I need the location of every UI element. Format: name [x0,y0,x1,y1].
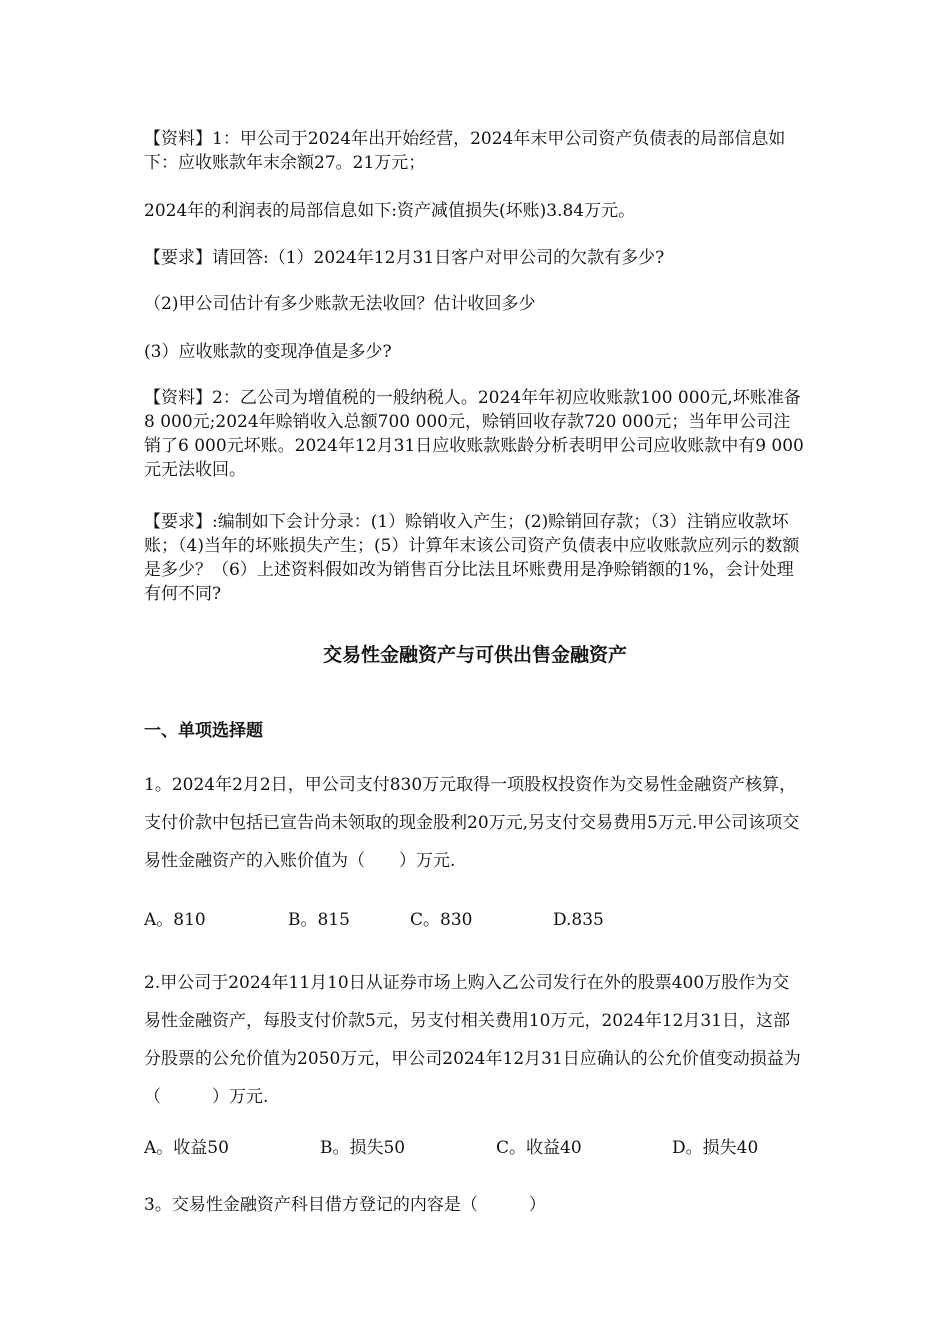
section-heading: 一、单项选择题 [144,721,263,741]
question-1-option-c: C。830 [410,910,473,930]
question-2-option-b: B。损失50 [320,1138,406,1158]
requirement1-q3: (3）应收账款的变现净值是多少? [144,342,392,362]
question-1-option-b: B。815 [288,910,350,930]
requirement1-q1: 【要求】请回答:（1）2024年12月31日客户对甲公司的欠款有多少? [144,248,665,268]
section-title: 交易性金融资产与可供出售金融资产 [322,644,627,666]
question-1-option-a: A。810 [144,910,206,930]
material2-paragraph: 【资料】2：乙公司为增值税的一般纳税人。2024年年初应收账款100 000元,坏账准备8 000元;2024年赊销收入总额700 000元，赊销回收存款720 000元；当年甲公司注销了6 000元坏账。2024年12月31日应收账款账龄分析表明甲公司应收账款中有9 000元无法收回。 [144,388,804,480]
question-1-stem: 1。2024年2月2日，甲公司支付830万元取得一项股权投资作为交易性金融资产核算，支付价款中包括已宣告尚未领取的现金股利20万元,另支付交易费用5万元.甲公司该项交易性金融资产的入账价值为（ ）万元. [144,775,800,871]
question-2-option-c: C。收益40 [496,1138,582,1158]
question-1-option-d: D.835 [553,910,604,930]
requirement2-paragraph: 【要求】:编制如下会计分录：(1）赊销收入产生；(2)赊销回存款；（3）注销应收款坏账；（4)当年的坏账损失产生；(5）计算年末该公司资产负债表中应收账款应列示的数额是多少？（6）上述资料假如改为销售百分比法且坏账费用是净赊销额的1%，会计处理有何不同? [144,512,800,604]
material1-income-statement: 2024年的利润表的局部信息如下:资产减值损失(坏账)3.84万元。 [144,201,636,221]
question-3-stem: 3。交易性金融资产科目借方登记的内容是（ ） [144,1195,546,1215]
question-2-option-d: D。损失40 [672,1138,759,1158]
material1-paragraph: 【资料】1：甲公司于2024年出开始经营，2024年末甲公司资产负债表的局部信息如下：应收账款年末余额27。21万元； [144,129,786,173]
requirement1-q2: （2)甲公司估计有多少账款无法收回？估计收回多少 [144,294,536,314]
question-2-stem: 2.甲公司于2024年11月10日从证券市场上购入乙公司发行在外的股票400万股作为交易性金融资产，每股支付价款5元，另支付相关费用10万元，2024年12月31日，这部分股票的公允价值为2050万元，甲公司2024年12月31日应确认的公允价值变动损益为（ ）万元. [144,973,801,1107]
question-2-option-a: A。收益50 [144,1138,229,1158]
